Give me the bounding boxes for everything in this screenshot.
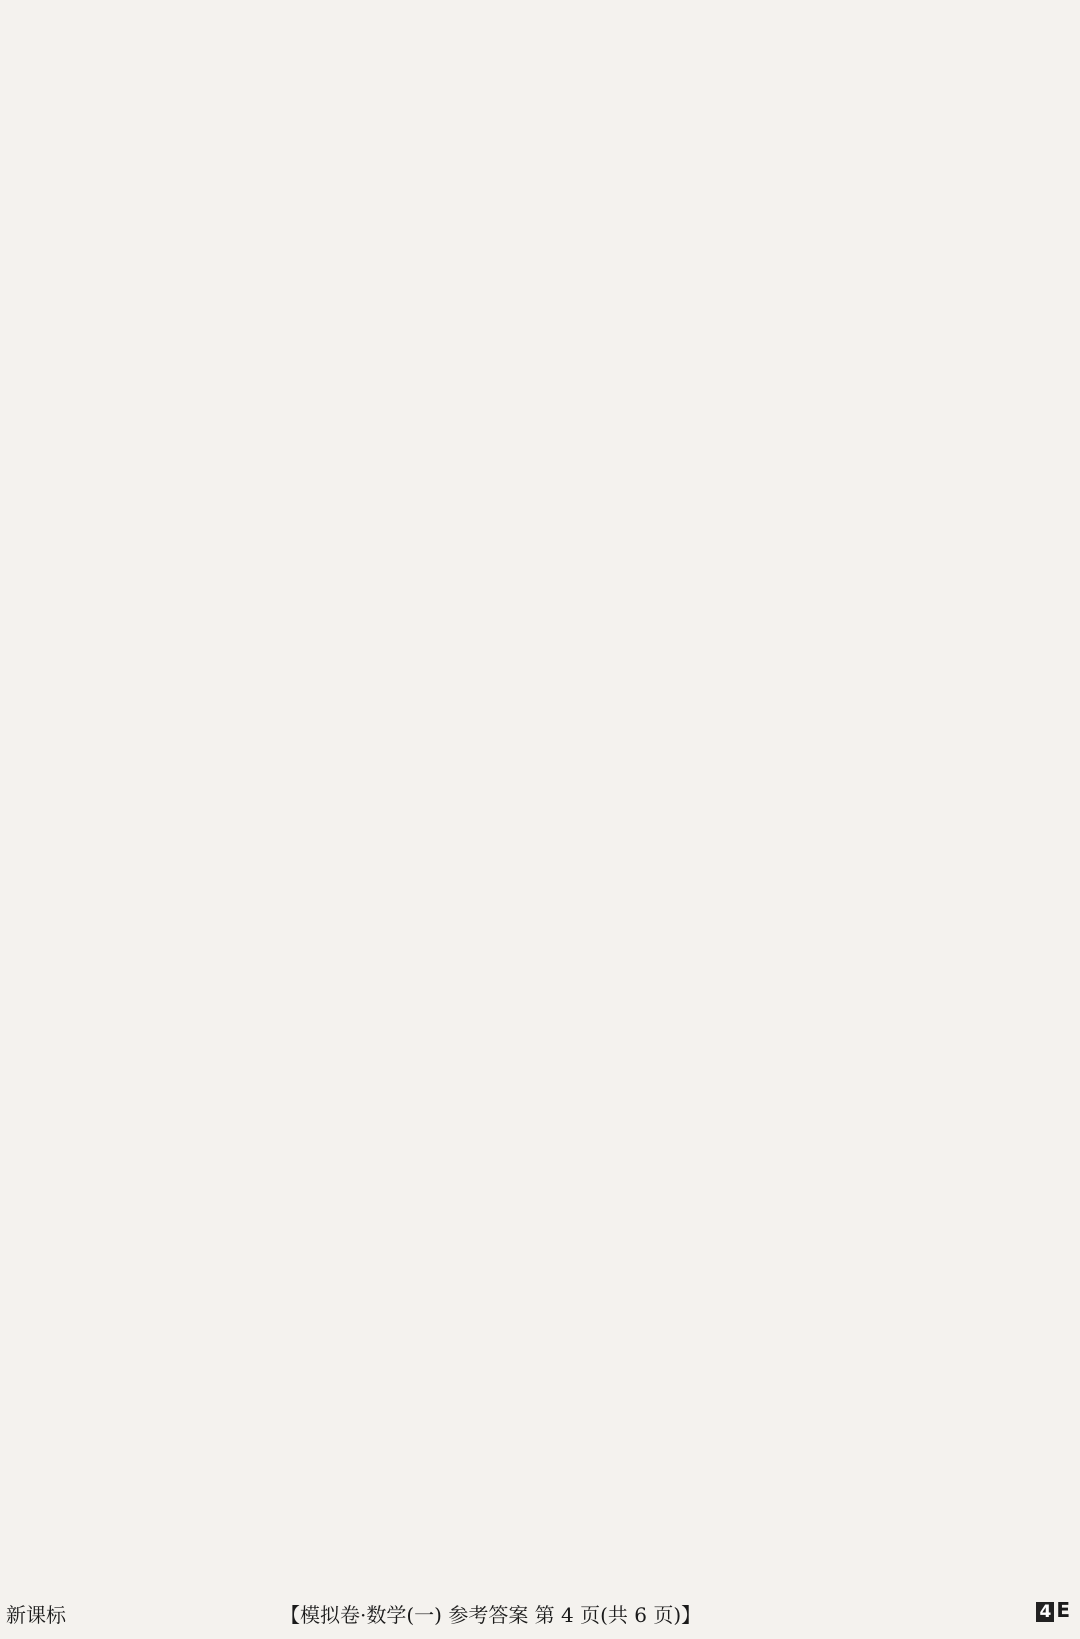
footer-badge-letter: E bbox=[1056, 1598, 1070, 1622]
page-footer bbox=[0, 1593, 1080, 1629]
footer-title: 【模拟卷·数学(一) 参考答案 第 4 页(共 6 页)】 bbox=[280, 1603, 702, 1627]
footer-page-badge bbox=[1036, 1598, 1070, 1622]
footer-curriculum: 新课标 bbox=[6, 1603, 66, 1627]
footer-badge-number: 4 bbox=[1036, 1602, 1054, 1622]
